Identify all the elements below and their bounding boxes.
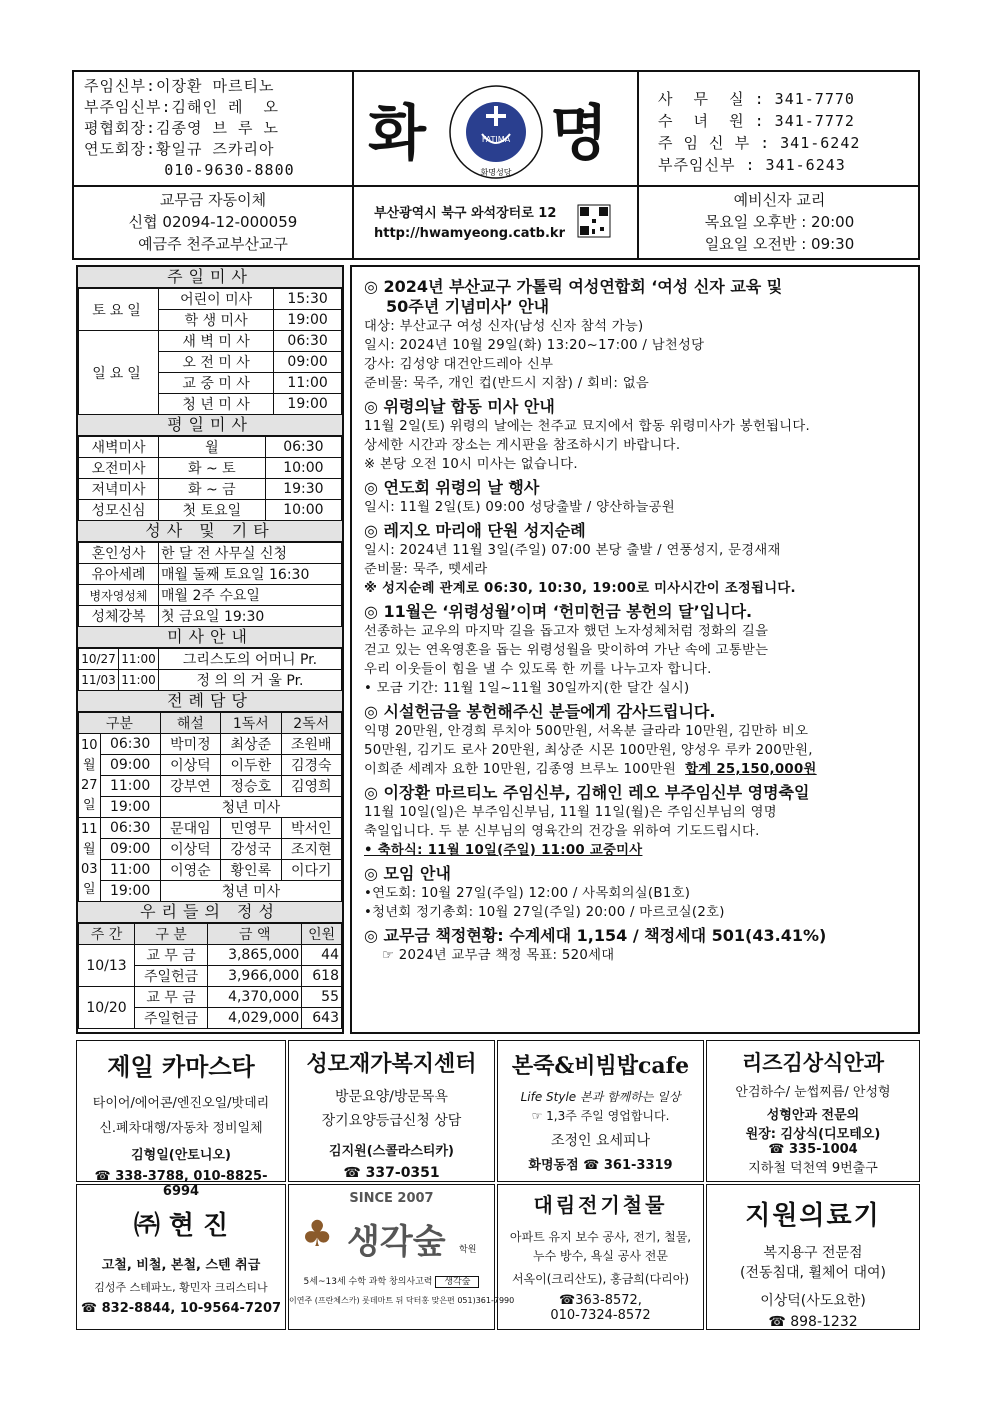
liturgy-table: 구분 해설 1독서 2독서 10월27일 06:30 박미정 최상준 조원배 09:00 이상덕 이두한 김경숙 11:00 강부연 정승호 김영희 19:00 청년 미사 11월03일 06:30 문대임 민영무 박서인 09:00 이상덕 강성국 조지현 11:00 이영순 황인록 이다기 19:00 청년 미사: [78, 712, 342, 902]
ad-porridge: 본죽&비빔밥cafe Life Style 본과 함께하는 일상 ☞ 1,3주 주일 영업합니다. 조정인 요세피나 화명동점 ☎ 361-3319: [497, 1040, 704, 1182]
ad-medical: 지원의료기 복지용구 전문점 (전동침대, 휠체어 대여) 이상덕(사도요한) ☎ 898-1232: [706, 1184, 920, 1330]
address: 부산광역시 북구 와석장터로 12 http://hwamyeong.catb.kr: [374, 206, 565, 241]
svg-text:화명성당: 화명성당: [480, 168, 512, 177]
news-item: ◎ 이장환 마르티노 주임신부, 김해인 레오 부주임신부 영명축일 11월 10일(일)은 부주임신부님, 11월 11일(월)은 주임신부님의 영명 축일입니다. 두 분 신부님의 영육간의 건강을 위하여 기도드립시다. • 축하식: 11월 10일(주일) 11:00 교중미사: [364, 783, 810, 858]
news-item: ◎ 2024년 부산교구 가톨릭 여성연합회 ‘여성 신자 교육 및 50주년 기념미사’ 안내 대상: 부산교구 여성 신자(남성 신자 참석 가능) 일시: 2024년 10월 29일(화) 13:20~17:00 / 남천성당 강사: 김성양 대건안드레아 신부 준비물: 묵주, 개인 컵(반드시 지참) / 회비: 없음: [364, 277, 783, 391]
news-item: ◎ 교무금 책정현황: 수계세대 1,154 / 책정세대 501(43.41%) ☞ 2024년 교무금 책정 목표: 520세대: [364, 926, 827, 963]
news-item: ◎ 11월은 ‘위령성월’이며 ‘헌미헌금 봉헌의 달’입니다. 선종하는 교우의 마지막 길을 돕고자 했던 노자성체처럼 정화의 길을 걷고 있는 연옥영혼을 돕는 위령성월을 맞이하여 가난 속에 고통받는 우리 이웃들이 힘을 낼 수 있도록 한 끼를 나누고자 합니다. • 모금 기간: 11월 1일~11월 30일까지(한 달간 실시): [364, 602, 769, 696]
ad-scrap: ㈜ 현 진 고철, 비철, 본철, 스텐 취급 김성주 스테파노, 황민자 크리스티나 ☎ 832-8844, 10-9564-7207: [76, 1184, 286, 1330]
tree-icon: ♣: [301, 1214, 334, 1255]
ad-academy: SINCE 2007 ♣ 생각숲 학원 5세~13세 수학 과학 창의사고력 생각숲 이연주 (프란체스카) 롯데마트 뒤 닥터홍 맞은편 051)361-7990: [288, 1184, 495, 1330]
schedule-column: 주일미사 토요일 어린이 미사 15:30 학 생 미사 19:00 일요일 새 벽 미 사 06:30 오 전 미 사 09:00 교 중 미 사 11:00 청 년 미 사 19:00 평일미사 새벽미사 월 06:30 오전미사 화 ~ 토 10:00 저녁미사 화 ~ 금 19:30 성모신심 첫 토요일 10:00 성사 및 기타 혼인성사 한 달 전 사무실 신청 유아세례 매월 둘째 토요일 16:30 병자영성체 매월 2주 수요일 성체강복 첫 금요일 19:30 미사안내 10/27 11:00 그리스도의 어머니 Pr. 11/03 11:00 정 의 의 거 울 Pr. 전례담당 구분 해설 1독서 2독서 10월27일 06:30 박미정 최상준 조원배 09:00 이상덕 이두한 김경숙 11:00 강부연 정승호 김영희 19:00 청년 미사 11월03일 06:30 문대임 민영무 박서인 09:00 이상덕 강성국 조지현 11:00 이영순 황인록 이다기 19:00 청년 미사 우리들의 정성 주 간 구 분 금 액 인원 10/13 교 무 금 3,865,000 44 주일헌금 3,966,000 618 10/20 교 무 금 4,370,000 55 주일헌금 4,029,000 643: [76, 265, 344, 1034]
account-info: 교무금 자동이체 신협 02094-12-000059 예금주 천주교부산교구: [128, 191, 298, 253]
title-right: 명: [550, 99, 608, 169]
ad-car: 제일 카마스타 타이어/에어콘/엔진오일/밧데리 신.폐차대행/자동차 정비일체 김형일(안토니오) ☎ 338-3788, 010-8825-6994: [76, 1040, 286, 1182]
sacrament-title: 성사 및 기타: [78, 521, 342, 542]
news-item: ◎ 시설헌금을 봉헌해주신 분들에게 감사드립니다. 익명 20만원, 안경희 루치아 500만원, 서옥분 글라라 10만원, 김만하 비오 50만원, 김기도 로사 20만원, 최상준 시몬 100만원, 양성우 루카 200만원, 이희준 세례자 요한 10만원, 김종영 브루노 100만원 합계 25,150,000원: [364, 702, 817, 777]
weekday-mass-title: 평일미사: [78, 415, 342, 436]
clergy-list: 주임신부:이장환 마르티노 부주임신부:김해인 레 오 평협회장:김종영 브 루 노 연도회장:황일규 즈카리아 010-9630-8800: [84, 77, 295, 179]
church-emblem: [446, 82, 546, 182]
liturgy-title: 전례담당: [78, 691, 342, 712]
news-item: ◎ 레지오 마리애 단원 성지순례 일시: 2024년 11월 3일(주일) 07:00 본당 출발 / 연풍성지, 문경새재 준비물: 묵주, 뗏세라 ※ 성지순례 관계로 06:30, 10:30, 19:00로 미사시간이 조정됩니다.: [364, 521, 796, 596]
news-item: ◎ 연도회 위령의 날 행사 일시: 11월 2일(토) 09:00 성당출발 / 양산하늘공원: [364, 478, 675, 515]
ad-hardware: 대림전기철물 아파트 유지 보수 공사, 전기, 철물, 누수 방수, 욕실 공사 전문 서옥이(크리산도), 홍금희(다리아) ☎363-8572, 010-7324-8572: [497, 1184, 704, 1330]
news-item: ◎ 모임 안내 •연도회: 10월 27일(주일) 12:00 / 사목회의실(B1호) •청년회 정기총회: 10월 27일(주일) 20:00 / 마르코실(2호): [364, 864, 725, 920]
news-column: [350, 265, 920, 1034]
mass-info-title: 미사안내: [78, 627, 342, 648]
title-left: 화: [368, 99, 426, 169]
phone-list: 사 무 실 : 341-7770 수 녀 원 : 341-7772 주 임 신 부 : 341-6242 부주임신부 : 341-6243: [658, 90, 861, 174]
catechumen-info: 예비신자 교리 목요일 오후반 : 20:00 일요일 오전반 : 09:30: [704, 191, 855, 253]
offering-title: 우리들의 정성: [78, 902, 342, 923]
ad-welfare: 성모재가복지센터 방문요양/방문목욕 장기요양등급신청 상담 김지원(스콜라스티카) ☎ 337-0351: [288, 1040, 495, 1182]
offering-table: 주 간 구 분 금 액 인원 10/13 교 무 금 3,865,000 44 주일헌금 3,966,000 618 10/20 교 무 금 4,370,000 55 주일헌금 4,029,000 643: [78, 923, 342, 1029]
news-item: ◎ 위령의날 합동 미사 안내 11월 2일(토) 위령의 날에는 천주교 묘지에서 합동 위령미사가 봉헌됩니다. 상세한 시간과 장소는 게시판을 참조하시기 바랍니다. ※ 본당 오전 10시 미사는 없습니다.: [364, 397, 811, 472]
ad-eye-clinic: 리즈김상식안과 안검하수/ 눈썹찌름/ 안성형 성형안과 전문의 원장: 김상식(디모테오) ☎ 335-1004 지하철 덕천역 9번출구: [706, 1040, 920, 1182]
svg-text:FATIMA: FATIMA: [481, 135, 511, 144]
qr-code-icon: [578, 205, 610, 237]
sunday-mass-title: 주일미사: [78, 267, 342, 288]
